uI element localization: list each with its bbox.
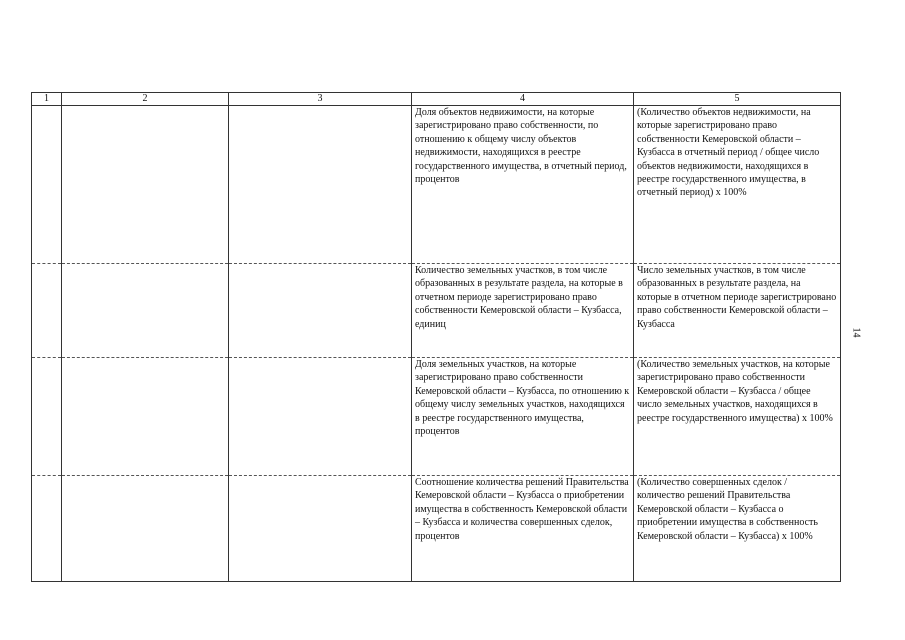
- column-header-2: 2: [62, 93, 229, 106]
- formula-cell: (Количество совершенных сделок / количество решений Правительства Кемеровской области – Кузбасса о приобретении имущества в собственность Кемеровской области – Кузбасса) x 100%: [634, 476, 841, 582]
- column-header-3: 3: [229, 93, 412, 106]
- indicator-cell: Доля земельных участков, на которые зарегистрировано право собственности Кемеровской области – Кузбасса, по отношению к общему числу земельных участков, находящихся в реестре государственного имущества, процентов: [412, 358, 634, 476]
- indicator-cell: Количество земельных участков, в том числе образованных в результате раздела, на которые в отчетном периоде зарегистрировано право собственности Кемеровской области – Кузбасса, единиц: [412, 264, 634, 358]
- indicator-cell: Соотношение количества решений Правительства Кемеровской области – Кузбасса о приобретении имущества в собственность Кемеровской области – Кузбасса и количества совершенных сделок, процентов: [412, 476, 634, 582]
- formula-cell: (Количество объектов недвижимости, на которые зарегистрировано право собственности Кемеровской области – Кузбасса в отчетный период / общее число объектов недвижимости, находящихся в реестре государственного имущества, в отчетный период) x 100%: [634, 106, 841, 264]
- empty-cell: [32, 106, 62, 264]
- column-header-5: 5: [634, 93, 841, 106]
- page-number: 14: [850, 327, 862, 338]
- table-header: [32, 93, 841, 106]
- formula-cell: Число земельных участков, в том числе образованных в результате раздела, на которые в отчетном периоде зарегистрировано право собственности Кемеровской области – Кузбасса: [634, 264, 841, 358]
- indicator-cell: Доля объектов недвижимости, на которые зарегистрировано право собственности, по отношению к общему числу объектов недвижимости, находящихся в реестре государственного имущества, в отчетный период, процентов: [412, 106, 634, 264]
- table-body: [32, 106, 841, 582]
- empty-cell: [62, 358, 229, 476]
- table-row: [32, 106, 841, 264]
- indicator-table: [31, 92, 841, 582]
- column-header-1: 1: [32, 93, 62, 106]
- empty-cell: [229, 358, 412, 476]
- table-row: [32, 264, 841, 358]
- formula-cell: (Количество земельных участков, на которые зарегистрировано право собственности Кемеровской области – Кузбасса / общее число земельных участков, находящихся в реестре государственного имущества) x 100%: [634, 358, 841, 476]
- empty-cell: [62, 476, 229, 582]
- header-row: [32, 93, 841, 106]
- column-header-4: 4: [412, 93, 634, 106]
- empty-cell: [32, 264, 62, 358]
- empty-cell: [229, 264, 412, 358]
- table-row: [32, 476, 841, 582]
- table-row: [32, 358, 841, 476]
- empty-cell: [229, 106, 412, 264]
- empty-cell: [32, 358, 62, 476]
- empty-cell: [62, 106, 229, 264]
- empty-cell: [32, 476, 62, 582]
- empty-cell: [62, 264, 229, 358]
- empty-cell: [229, 476, 412, 582]
